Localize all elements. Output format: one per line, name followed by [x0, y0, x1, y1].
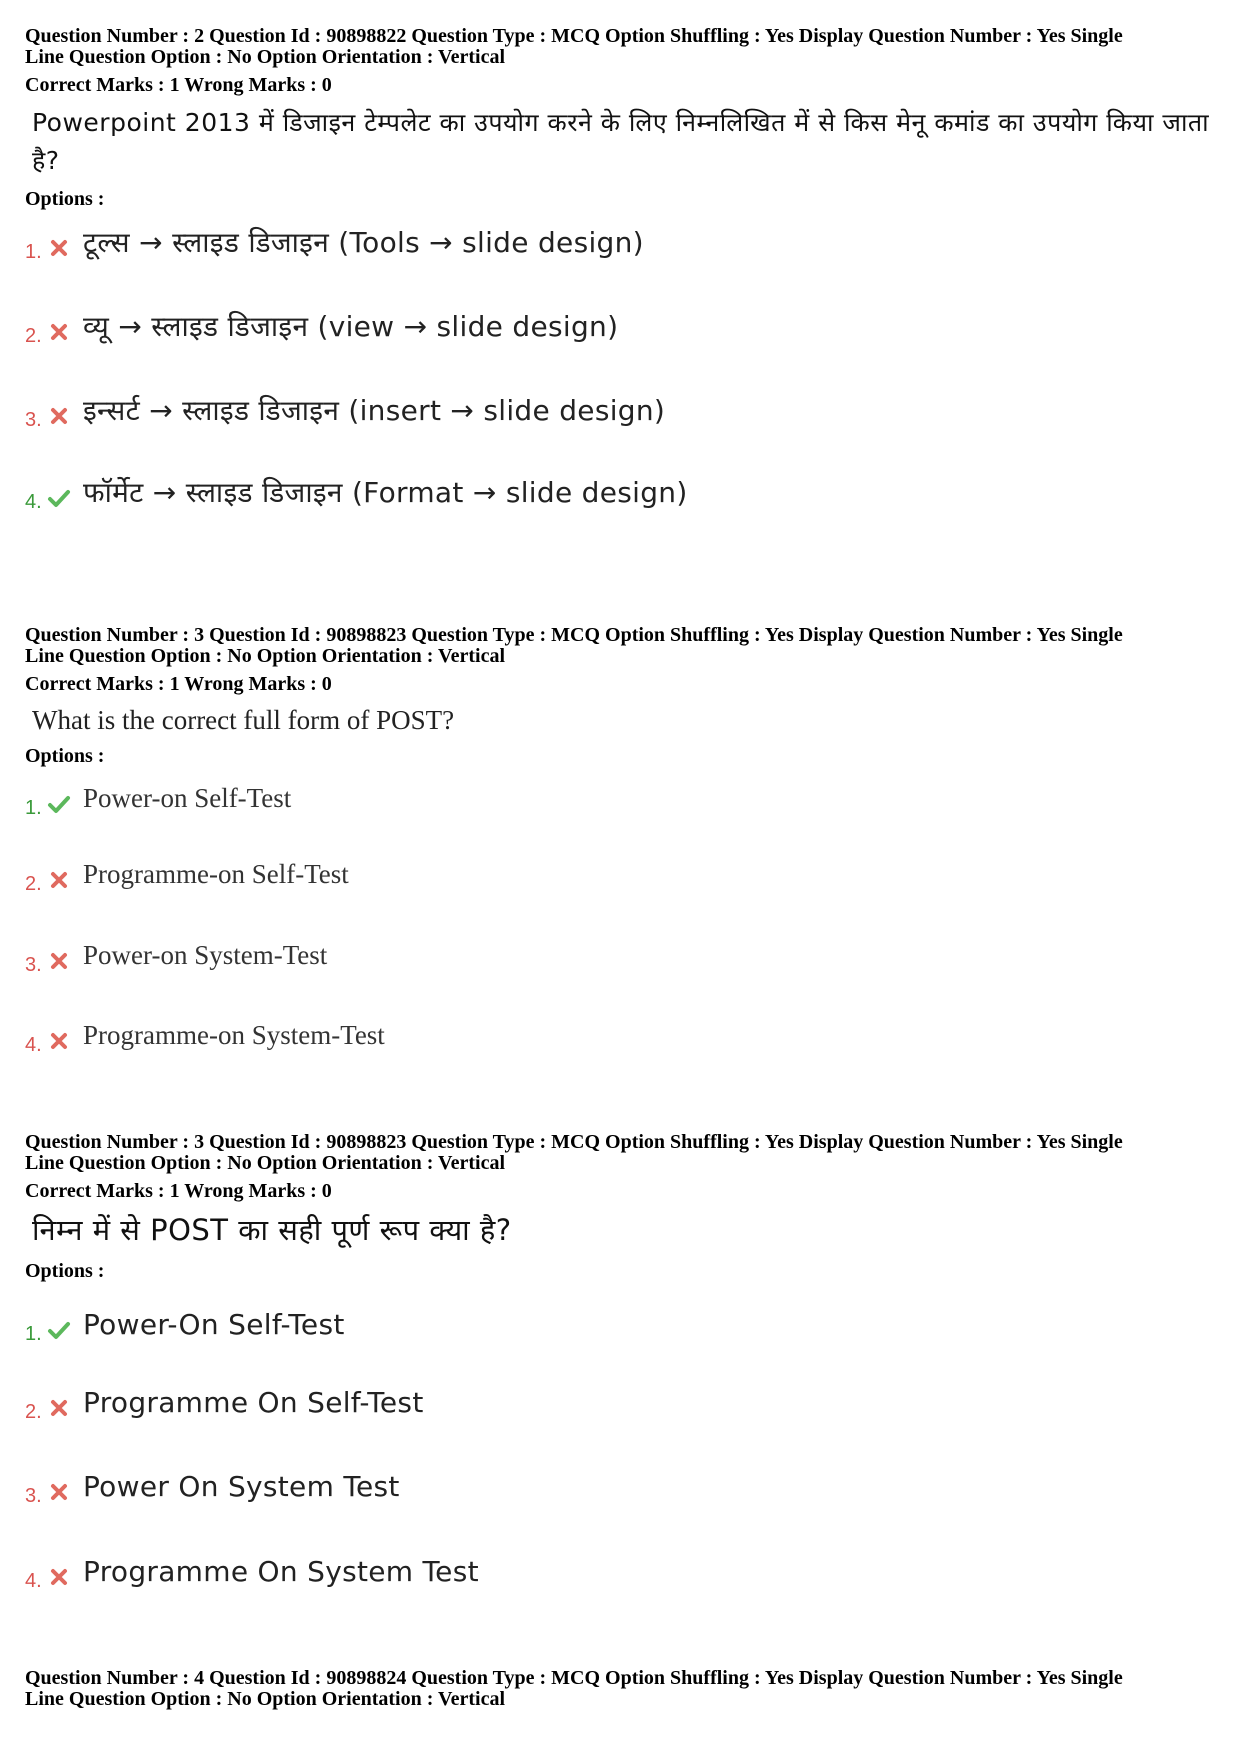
option-1 [25, 222, 644, 262]
option-1 [25, 778, 291, 818]
option-text: व्यू → स्लाइड डिजाइन (view → slide design) [83, 310, 619, 343]
option-text: Power On System Test [83, 1469, 400, 1503]
question-text: What is the correct full form of POST? [32, 705, 455, 735]
option-number: 2. [25, 1400, 42, 1423]
wrong-cross-icon [47, 404, 71, 428]
option-4 [25, 1551, 479, 1591]
option-text: फॉर्मेट → स्लाइड डिजाइन (Format → slide design) [83, 476, 688, 509]
option-1 [25, 1304, 345, 1344]
option-number: 2. [25, 872, 42, 895]
option-text: टूल्स → स्लाइड डिजाइन (Tools → slide design) [83, 226, 644, 259]
option-text: Power-on Self-Test [83, 782, 292, 813]
question-meta-line1: Question Number : 3 Question Id : 90898823 Question Type : MCQ Option Shuffling : Yes Display Question Number : Yes Single [25, 1131, 1123, 1153]
options-label: Options : [25, 188, 105, 210]
option-text: Programme-on Self-Test [83, 858, 349, 889]
question-block-4 [25, 1668, 1220, 1710]
option-4 [25, 472, 688, 512]
option-text: Programme On Self-Test [83, 1385, 424, 1419]
option-number: 4. [25, 490, 42, 513]
option-number: 2. [25, 324, 42, 347]
wrong-cross-icon [47, 1029, 71, 1053]
wrong-cross-icon [47, 1396, 71, 1420]
question-meta-line2: Line Question Option : No Option Orientation : Vertical [25, 1152, 506, 1174]
question-block-2 [25, 26, 1220, 210]
option-2 [25, 854, 349, 894]
question-marks: Correct Marks : 1 Wrong Marks : 0 [25, 1180, 332, 1202]
option-number: 4. [25, 1569, 42, 1592]
question-marks: Correct Marks : 1 Wrong Marks : 0 [25, 673, 332, 695]
wrong-cross-icon [47, 320, 71, 344]
option-number: 1. [25, 796, 42, 819]
wrong-cross-icon [47, 868, 71, 892]
option-number: 1. [25, 1322, 42, 1345]
option-text: Programme-on System-Test [83, 1019, 385, 1050]
option-number: 3. [25, 408, 42, 431]
option-text: इन्सर्ट → स्लाइड डिजाइन (insert → slide design) [83, 394, 666, 427]
option-text: Power-on System-Test [83, 939, 328, 970]
option-2 [25, 1382, 424, 1422]
question-text: निम्न में से POST का सही पूर्ण रूप क्या है? [32, 1213, 512, 1247]
question-meta-line2: Line Question Option : No Option Orientation : Vertical [25, 46, 506, 68]
wrong-cross-icon [47, 1480, 71, 1504]
wrong-cross-icon [47, 949, 71, 973]
option-text: Power-On Self-Test [83, 1307, 345, 1341]
question-block-3-en [25, 625, 1220, 767]
question-meta-line2: Line Question Option : No Option Orientation : Vertical [25, 1688, 506, 1710]
options-label: Options : [25, 745, 105, 767]
wrong-cross-icon [47, 1565, 71, 1589]
question-meta-line1: Question Number : 4 Question Id : 90898824 Question Type : MCQ Option Shuffling : Yes Display Question Number : Yes Single [25, 1667, 1123, 1689]
question-block-3-hi [25, 1132, 1220, 1282]
option-3 [25, 390, 665, 430]
correct-check-icon [47, 1318, 71, 1342]
wrong-cross-icon [47, 236, 71, 260]
option-number: 3. [25, 953, 42, 976]
correct-check-icon [47, 486, 71, 510]
option-number: 3. [25, 1484, 42, 1507]
question-text: Powerpoint 2013 में डिजाइन टेम्पलेट का उपयोग करने के लिए निम्नलिखित में से किस मेनू कमांड का उपयोग किया जाता है? [32, 108, 1210, 175]
option-3 [25, 935, 327, 975]
option-2 [25, 306, 618, 346]
options-label: Options : [25, 1260, 105, 1282]
question-marks: Correct Marks : 1 Wrong Marks : 0 [25, 74, 332, 96]
correct-check-icon [47, 792, 71, 816]
option-number: 4. [25, 1033, 42, 1056]
question-meta-line1: Question Number : 3 Question Id : 90898823 Question Type : MCQ Option Shuffling : Yes Display Question Number : Yes Single [25, 624, 1123, 646]
option-number: 1. [25, 240, 42, 263]
question-meta-line1: Question Number : 2 Question Id : 90898822 Question Type : MCQ Option Shuffling : Yes Display Question Number : Yes Single [25, 25, 1123, 47]
option-text: Programme On System Test [83, 1554, 479, 1588]
option-3 [25, 1466, 400, 1506]
option-4 [25, 1015, 385, 1055]
question-meta-line2: Line Question Option : No Option Orientation : Vertical [25, 645, 506, 667]
